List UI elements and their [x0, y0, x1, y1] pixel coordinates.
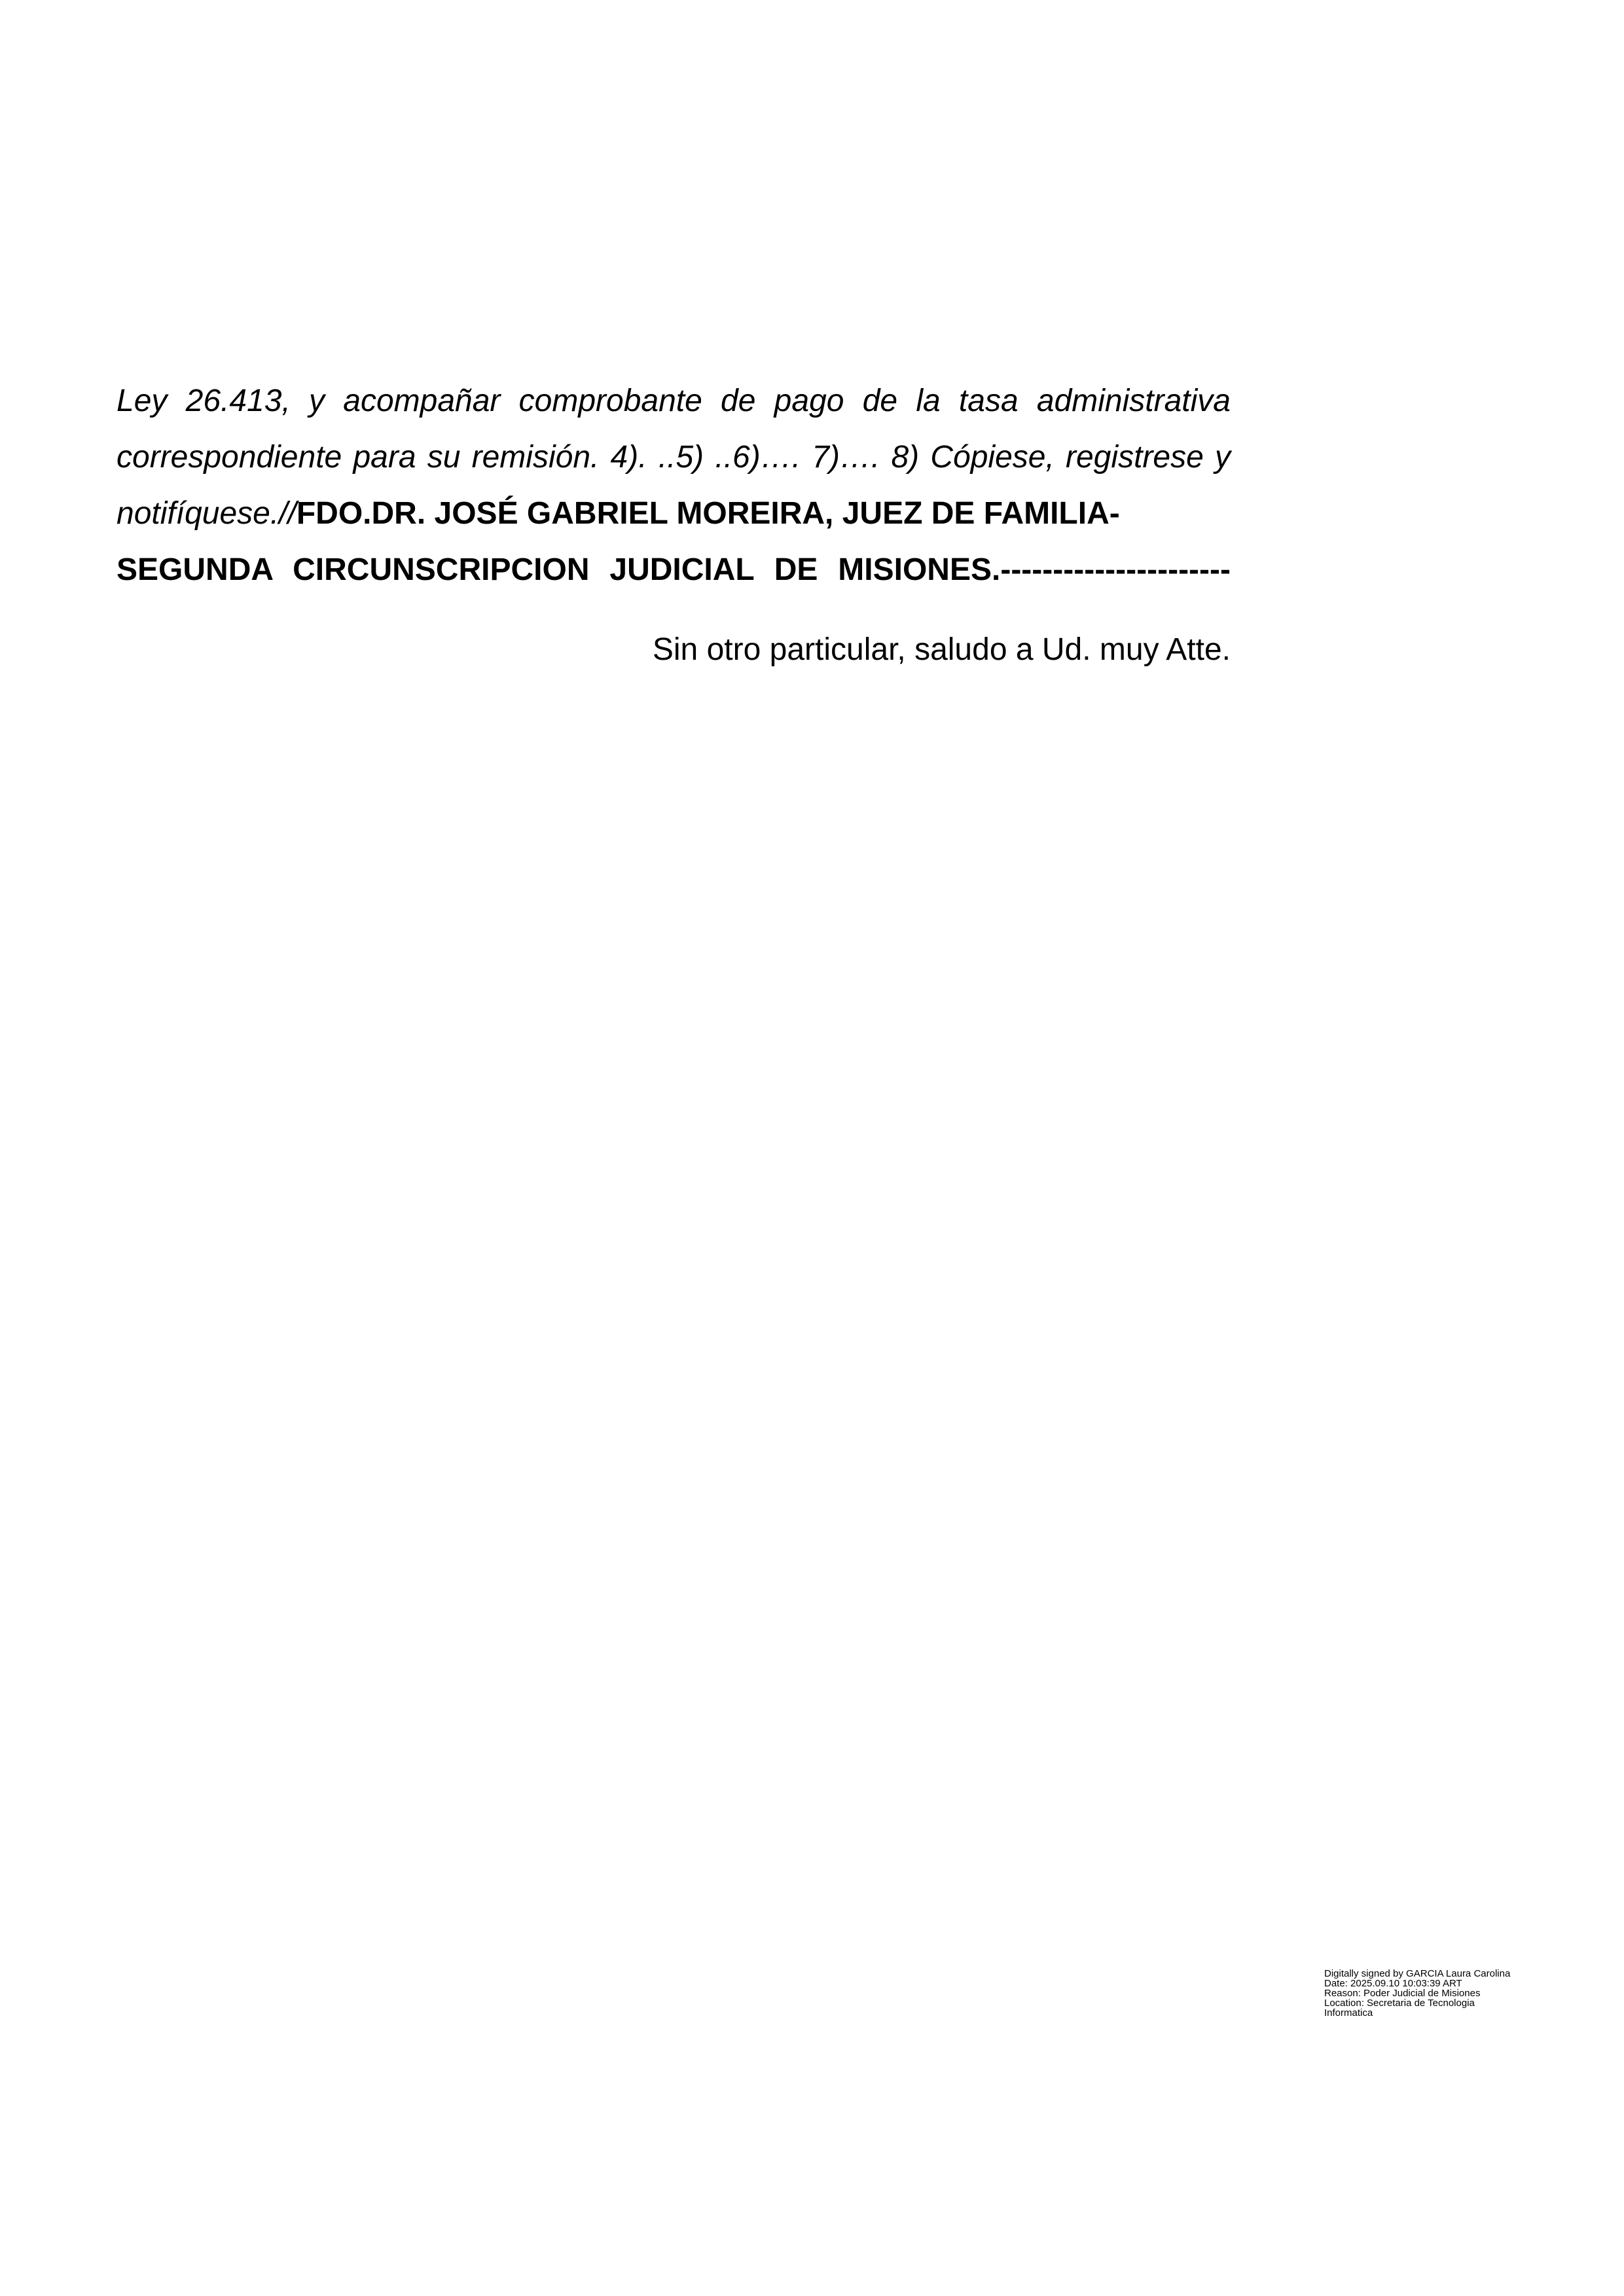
closing-salutation: Sin otro particular, saludo a Ud. muy Atte.: [652, 632, 1231, 667]
body-paragraph: [117, 373, 1231, 598]
signature-date: Date: 2025.09.10 10:03:39 ART: [1324, 1978, 1462, 1989]
signature-reason: Reason: Poder Judicial de Misiones: [1324, 1988, 1481, 1999]
digital-signature-block: [1324, 1969, 1547, 2018]
paragraph-italic-text: Ley 26.413, y acompañar comprobante de pago de la tasa administrativa correspondiente para su remisión. 4). ..5) ..6)…. 7)…. 8) Cópiese, registrese y notifíquese.//: [117, 384, 1231, 531]
jurisdiction-line: SEGUNDA CIRCUNSCRIPCION JUDICIAL DE MISIONES.----------------------: [117, 552, 1231, 587]
signature-location: Location: Secretaria de Tecnologia: [1324, 1998, 1475, 2009]
signature-location-continued: Informatica: [1324, 2007, 1373, 2018]
signature-signed-by: Digitally signed by GARCIA Laura Carolina: [1324, 1968, 1511, 1979]
judge-signature-line: FDO.DR. JOSÉ GABRIEL MOREIRA, JUEZ DE FAMILIA-: [296, 496, 1120, 531]
